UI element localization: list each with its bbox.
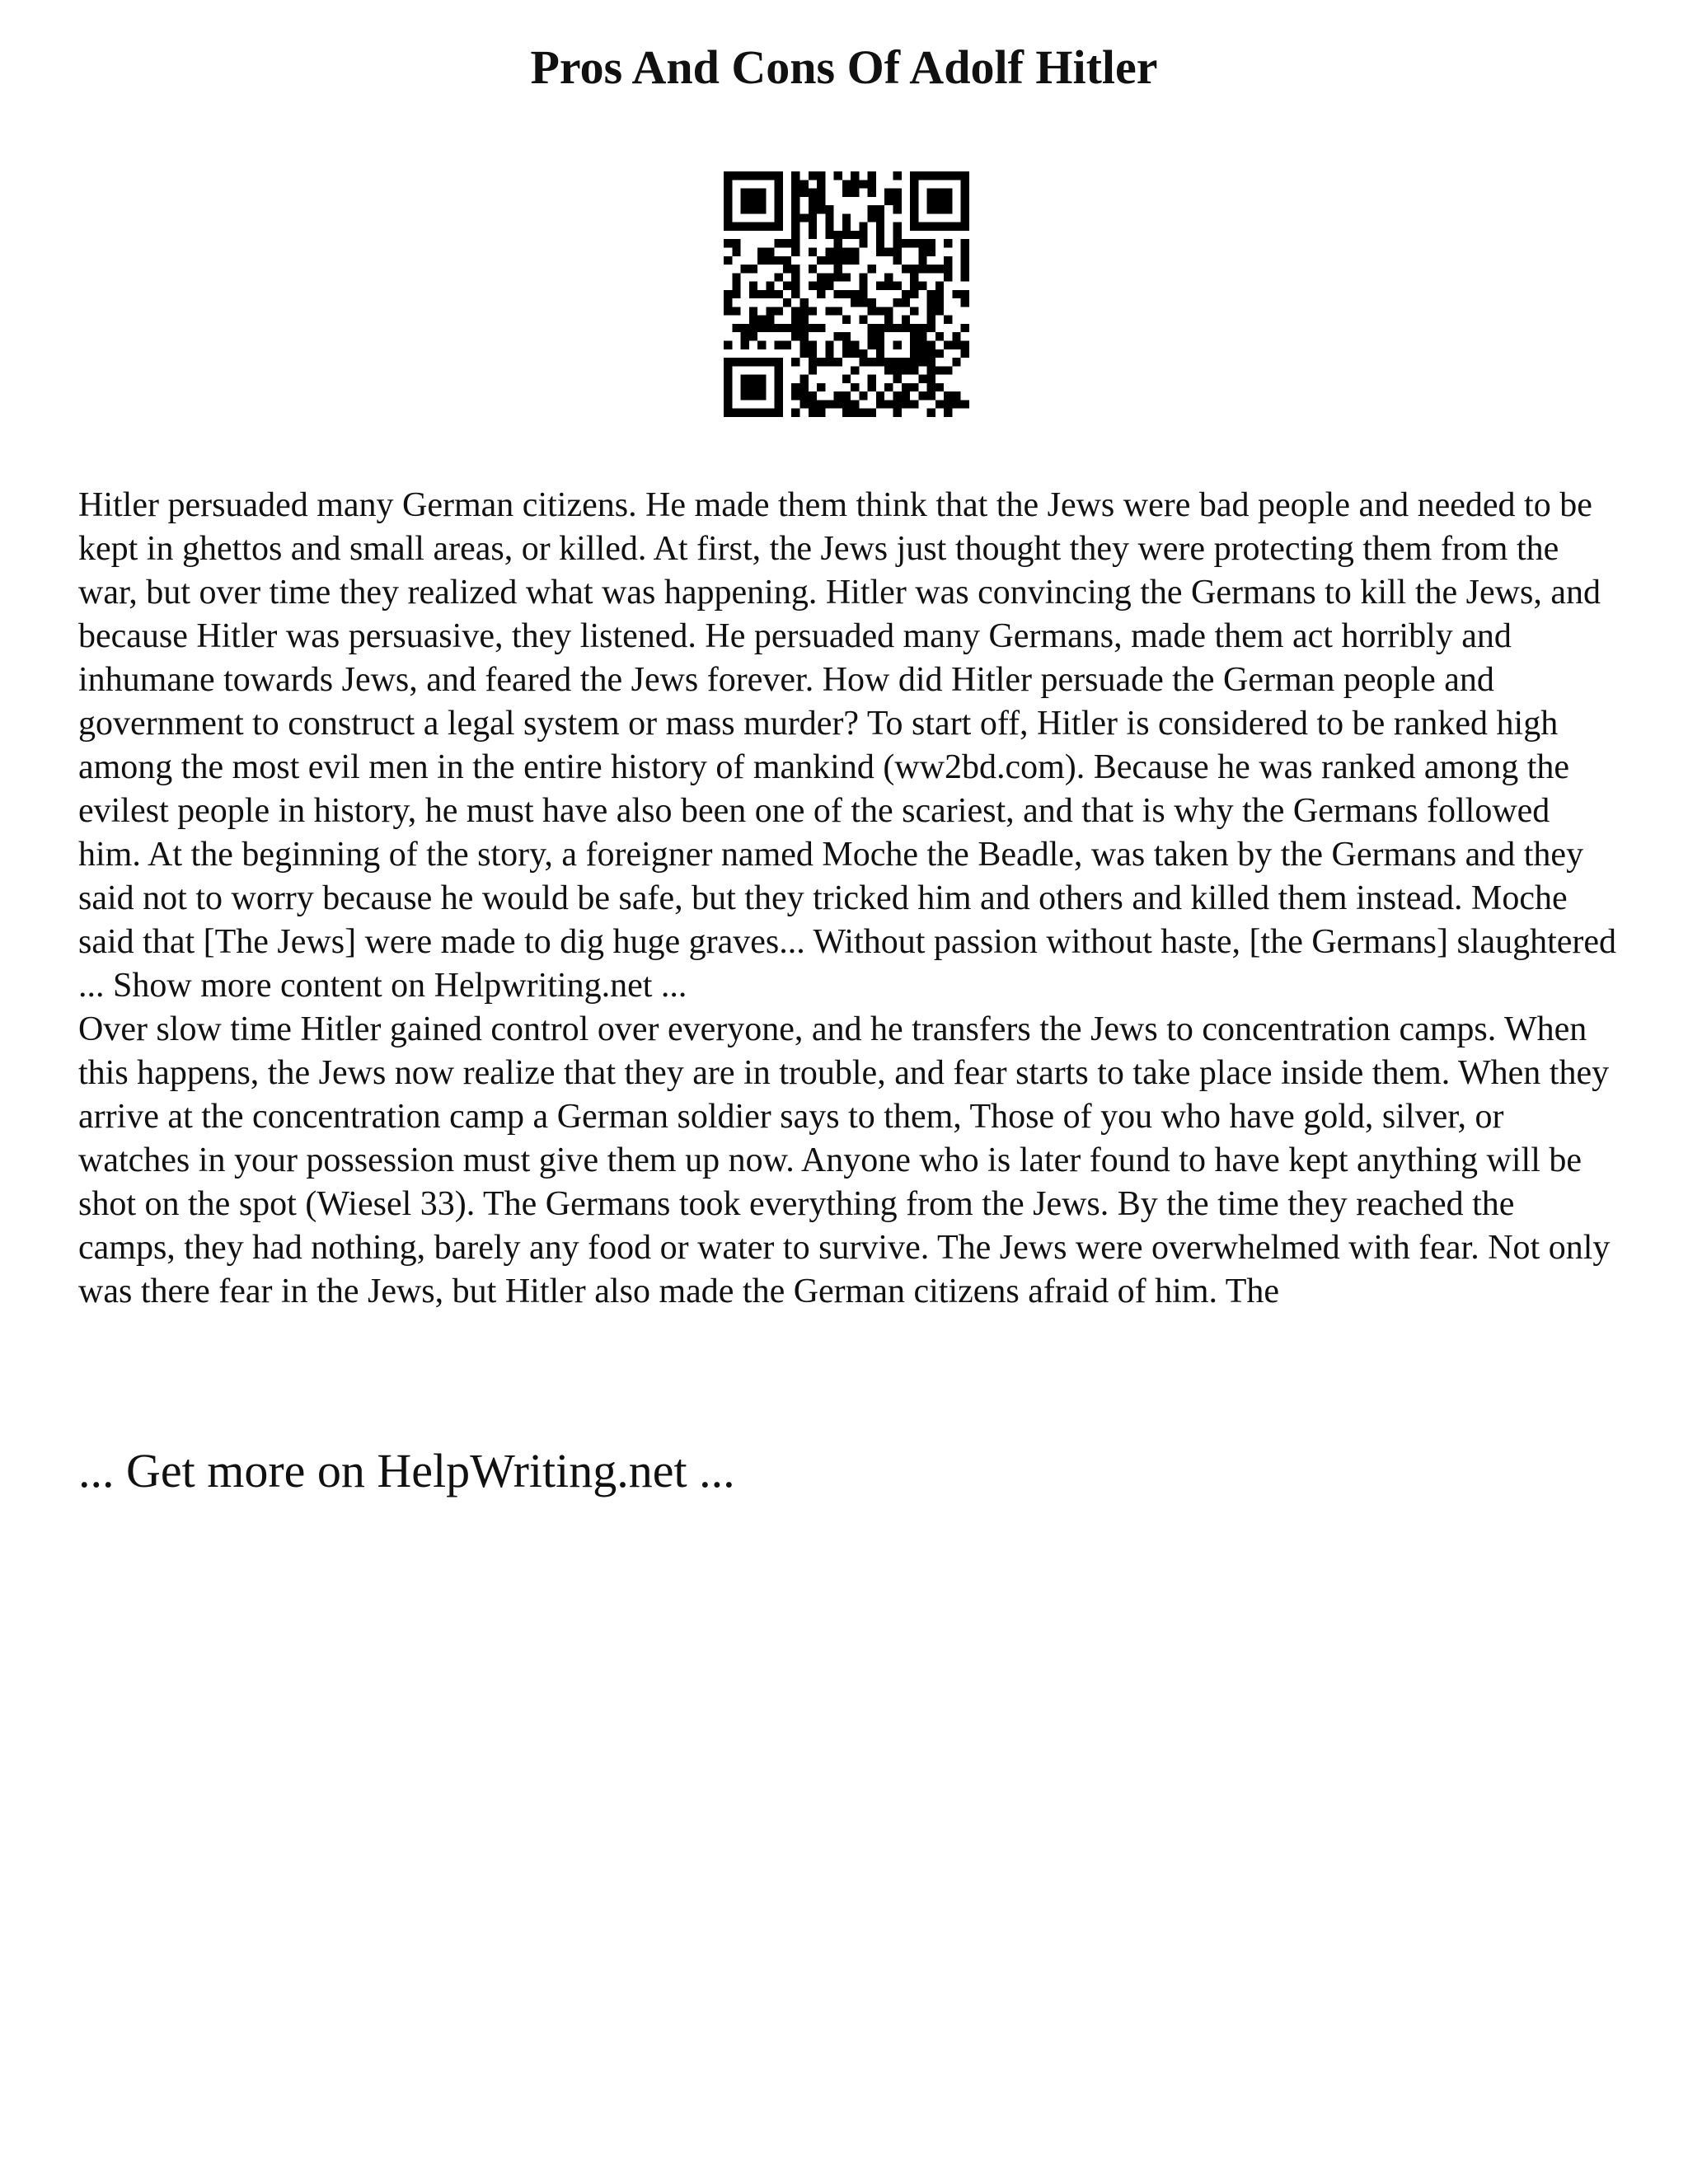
- get-more-link[interactable]: ... Get more on HelpWriting.net ...: [78, 1444, 735, 1497]
- qr-code-icon[interactable]: [724, 171, 969, 417]
- document-title: Pros And Cons Of Adolf Hitler: [530, 40, 1158, 94]
- document-body: [78, 484, 1620, 1314]
- paragraph: Over slow time Hitler gained control over everyone, and he transfers the Jews to concentration camps. When this happens, the Jews now realize that they are in trouble, and fear starts to take place inside them. When they arrive at the concentration camp a German soldier says to them, Those of you who have gold, silver, or watches in your possession must give them up now. Anyone who is later found to have kept anything will be shot on the spot (Wiesel 33). The Germans took everything from the Jews. By the time they reached the camps, they had nothing, barely any food or water to survive. The Jews were overwhelmed with fear. Not only was there fear in the Jews, but Hitler also made the German citizens afraid of him. The: [78, 1010, 1611, 1310]
- paragraph: Hitler persuaded many German citizens. He made them think that the Jews were bad people and needed to be kept in ghettos and small areas, or killed. At first, the Jews just thought they were protecting them from the war, but over time they realized what was happening. Hitler was convincing the Germans to kill the Jews, and because Hitler was persuasive, they listened. He persuaded many Germans, made them act horribly and inhumane towards Jews, and feared the Jews forever. How did Hitler persuade the German people and government to construct a legal system or mass murder? To start off, Hitler is considered to be ranked high among the most evil men in the entire history of mankind (ww2bd.com). Because he was ranked among the evilest people in history, he must have also been one of the scariest, and that is why the Germans followed him. At the beginning of the story, a foreigner named Moche the Beadle, was taken by the Germans and they said not to worry because he would be safe, but they tricked him and others and killed them instead. Moche said that [The Jews] were made to dig huge graves... Without passion without haste, [the Germans] slaughtered ... Show more content on Helpwriting.net ...: [78, 486, 1617, 1005]
